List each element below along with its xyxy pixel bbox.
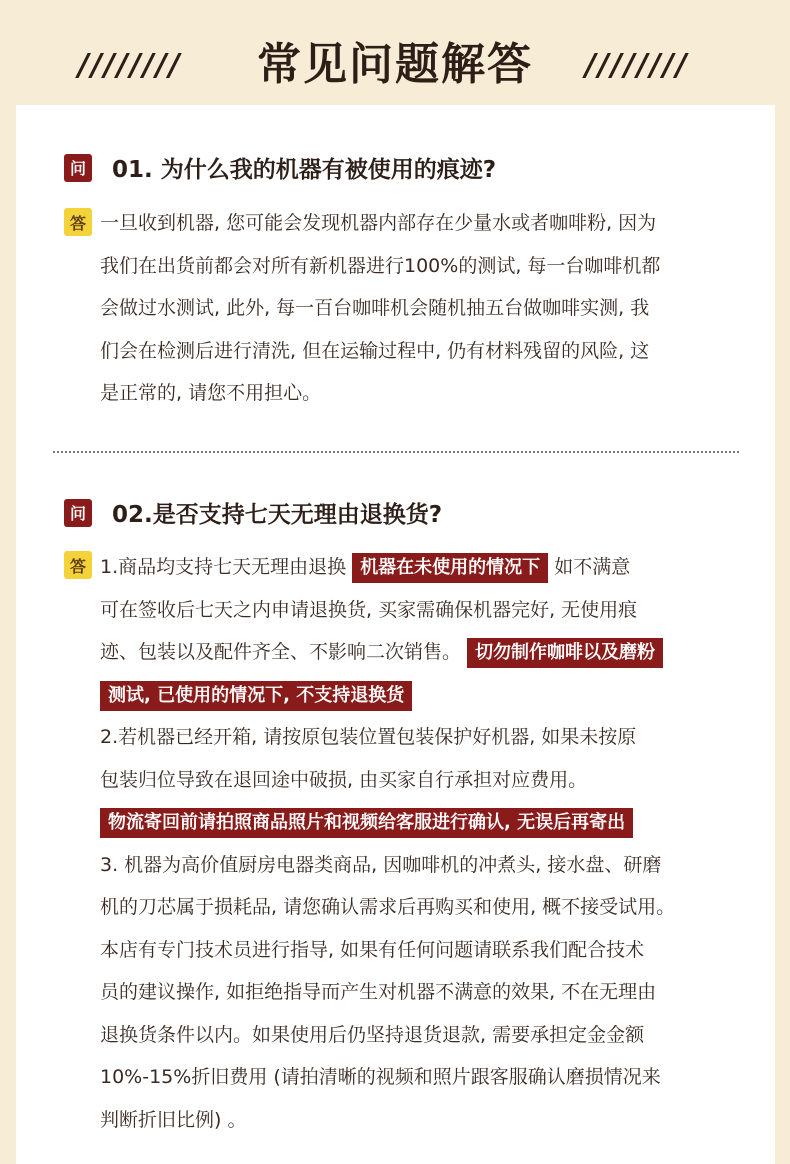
answer-line — [100, 631, 746, 674]
answer-line: 退换货条件以内。如果使用后仍坚持退货退款, 需要承担定金金额 — [100, 1023, 645, 1046]
question-text: 01. 为什么我的机器有被使用的痕迹? — [112, 157, 497, 183]
answer-line: 10%-15%折旧费用 (请拍清晰的视频和照片跟客服确认磨损情况来 — [100, 1066, 661, 1088]
answer-line: 是正常的, 请您不用担心。 — [100, 382, 322, 404]
faq-question-1 — [64, 151, 496, 184]
answer-line: 包装归位导致在退回途中破损, 由买家自行承担对应费用。 — [100, 768, 588, 791]
answer-text: 迹、包装以及配件齐全、不影响二次销售。 — [100, 641, 462, 663]
left-slash-decoration: //////// — [78, 48, 182, 83]
question-badge-icon: 问 — [64, 499, 92, 527]
answer-line: 们会在检测后进行清洗, 但在运输过程中, 仍有材料残留的风险, 这 — [100, 339, 650, 362]
answer-line — [100, 801, 746, 844]
faq-answer-2 — [100, 546, 746, 1141]
page-title: 常见问题解答 — [257, 39, 533, 90]
highlight-label: 机器在未使用的情况下 — [352, 553, 548, 583]
answer-line — [100, 546, 746, 589]
answer-line: 判断折旧比例) 。 — [100, 1108, 247, 1131]
answer-line — [100, 674, 746, 717]
header — [0, 0, 790, 105]
answer-badge-icon: 答 — [64, 551, 92, 579]
question-badge-icon: 问 — [64, 154, 92, 182]
highlight-label: 物流寄回前请拍照商品照片和视频给客服进行确认, 无误后再寄出 — [100, 808, 633, 838]
faq-question-2 — [64, 496, 442, 529]
answer-text: 1.商品均支持七天无理由退换 — [100, 556, 347, 578]
highlight-label: 切勿制作咖啡以及磨粉 — [467, 638, 663, 668]
faq-answer-1 — [100, 202, 746, 415]
answer-line: 员的建议操作, 如拒绝指导而产生对机器不满意的效果, 不在无理由 — [100, 981, 657, 1003]
highlight-label: 测试, 已使用的情况下, 不支持退换货 — [100, 681, 412, 711]
answer-line: 一旦收到机器, 您可能会发现机器内部存在少量水或者咖啡粉, 因为 — [100, 212, 657, 234]
question-text: 02.是否支持七天无理由退换货? — [112, 502, 443, 528]
answer-line: 机的刀芯属于损耗品, 请您确认需求后再购买和使用, 概不接受试用。 — [100, 896, 676, 918]
answer-line: 本店有专门技术员进行指导, 如果有任何问题请联系我们配合技术 — [100, 938, 645, 961]
answer-line: 3. 机器为高价值厨房电器类商品, 因咖啡机的冲煮头, 接水盘、研磨 — [100, 853, 662, 876]
answer-line: 会做过水测试, 此外, 每一百台咖啡机会随机抽五台做咖啡实测, 我 — [100, 297, 650, 319]
answer-line: 可在签收后七天之内申请退换货, 买家需确保机器完好, 无使用痕 — [100, 598, 638, 621]
answer-text: 如不满意 — [554, 556, 631, 578]
answer-line: 我们在出货前都会对所有新机器进行100%的测试, 每一台咖啡机都 — [100, 254, 661, 277]
dotted-divider — [53, 451, 739, 453]
answer-line: 2.若机器已经开箱, 请按原包装位置包装保护好机器, 如果未按原 — [100, 726, 637, 748]
faq-card — [16, 105, 775, 1164]
answer-badge-icon: 答 — [64, 208, 92, 236]
right-slash-decoration: //////// — [585, 48, 689, 83]
